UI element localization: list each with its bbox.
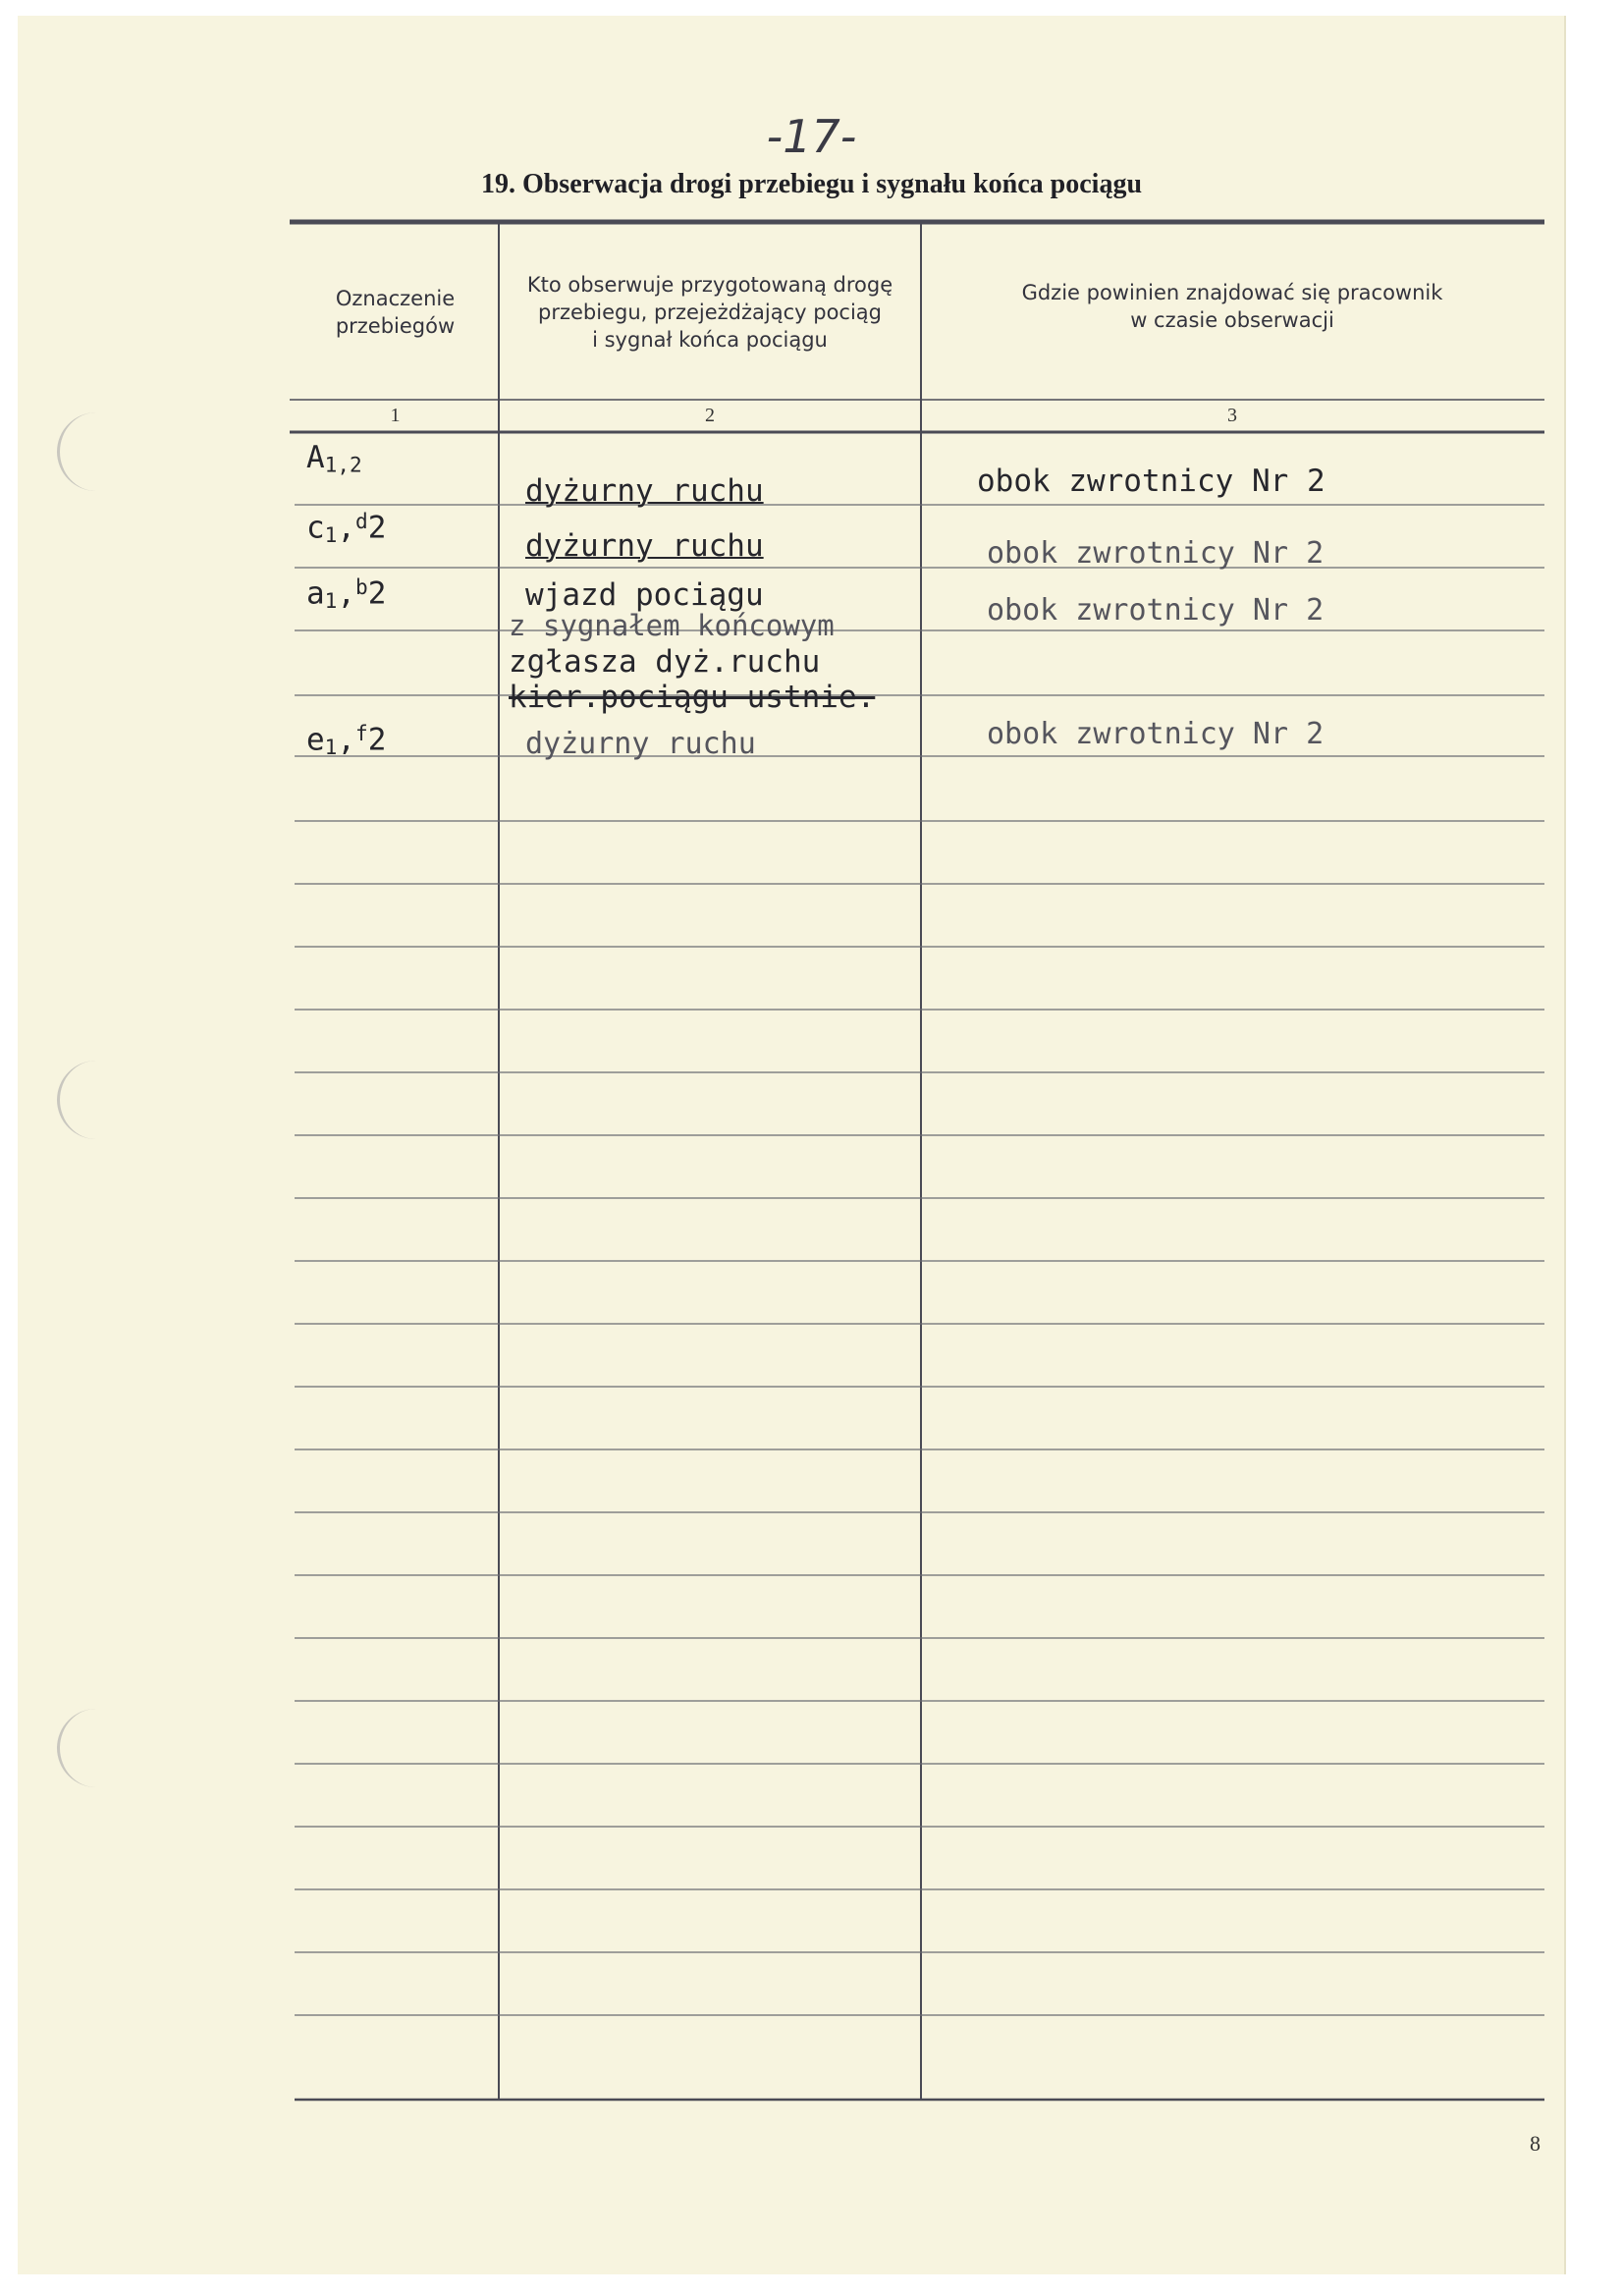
column-header-location: Gdzie powinien znajdować się pracownik w czasie obserwacji [1021, 281, 1443, 332]
corner-number: 8 [1530, 2131, 1541, 2156]
column-number: 1 [390, 405, 401, 426]
observer-cell: wjazd pociągu [525, 577, 764, 613]
observer-cell: dyżurny ruchu [525, 727, 756, 761]
location-cell: obok zwrotnicy Nr 2 [987, 717, 1325, 751]
column-header-observer: Kto obserwuje przygotowaną drogę przebiegu, przejeżdżający pociąg i sygnał końca pociągu [526, 273, 893, 352]
column-number: 2 [705, 405, 715, 426]
designation-cell: $a_1,^b2$ [306, 574, 387, 614]
section-title: 19. Obserwacja drogi przebiegu i sygnału końca pociągu [480, 169, 1143, 199]
observer-cell: dyżurny ruchu [525, 473, 764, 509]
observer-cell: dyżurny ruchu [525, 528, 764, 564]
observer-cell: z sygnałem końcowym [509, 609, 835, 642]
observer-cell: zgłasza dyż.ruchu [509, 644, 821, 680]
page-number: -17- [766, 110, 857, 163]
designation-cell: $c_1,^d2$ [306, 509, 387, 548]
location-cell: obok zwrotnicy Nr 2 [977, 464, 1325, 499]
observer-cell: kier.pociągu ustnie. [509, 680, 876, 715]
designation-cell: $e_1,^f2$ [306, 721, 387, 760]
location-cell: obok zwrotnicy Nr 2 [987, 536, 1325, 571]
designation-cell: $A_{1,2}$ [306, 440, 362, 477]
column-header-designation: Oznaczenie przebiegów [335, 287, 456, 338]
column-number: 3 [1227, 405, 1237, 426]
location-cell: obok zwrotnicy Nr 2 [987, 593, 1325, 628]
